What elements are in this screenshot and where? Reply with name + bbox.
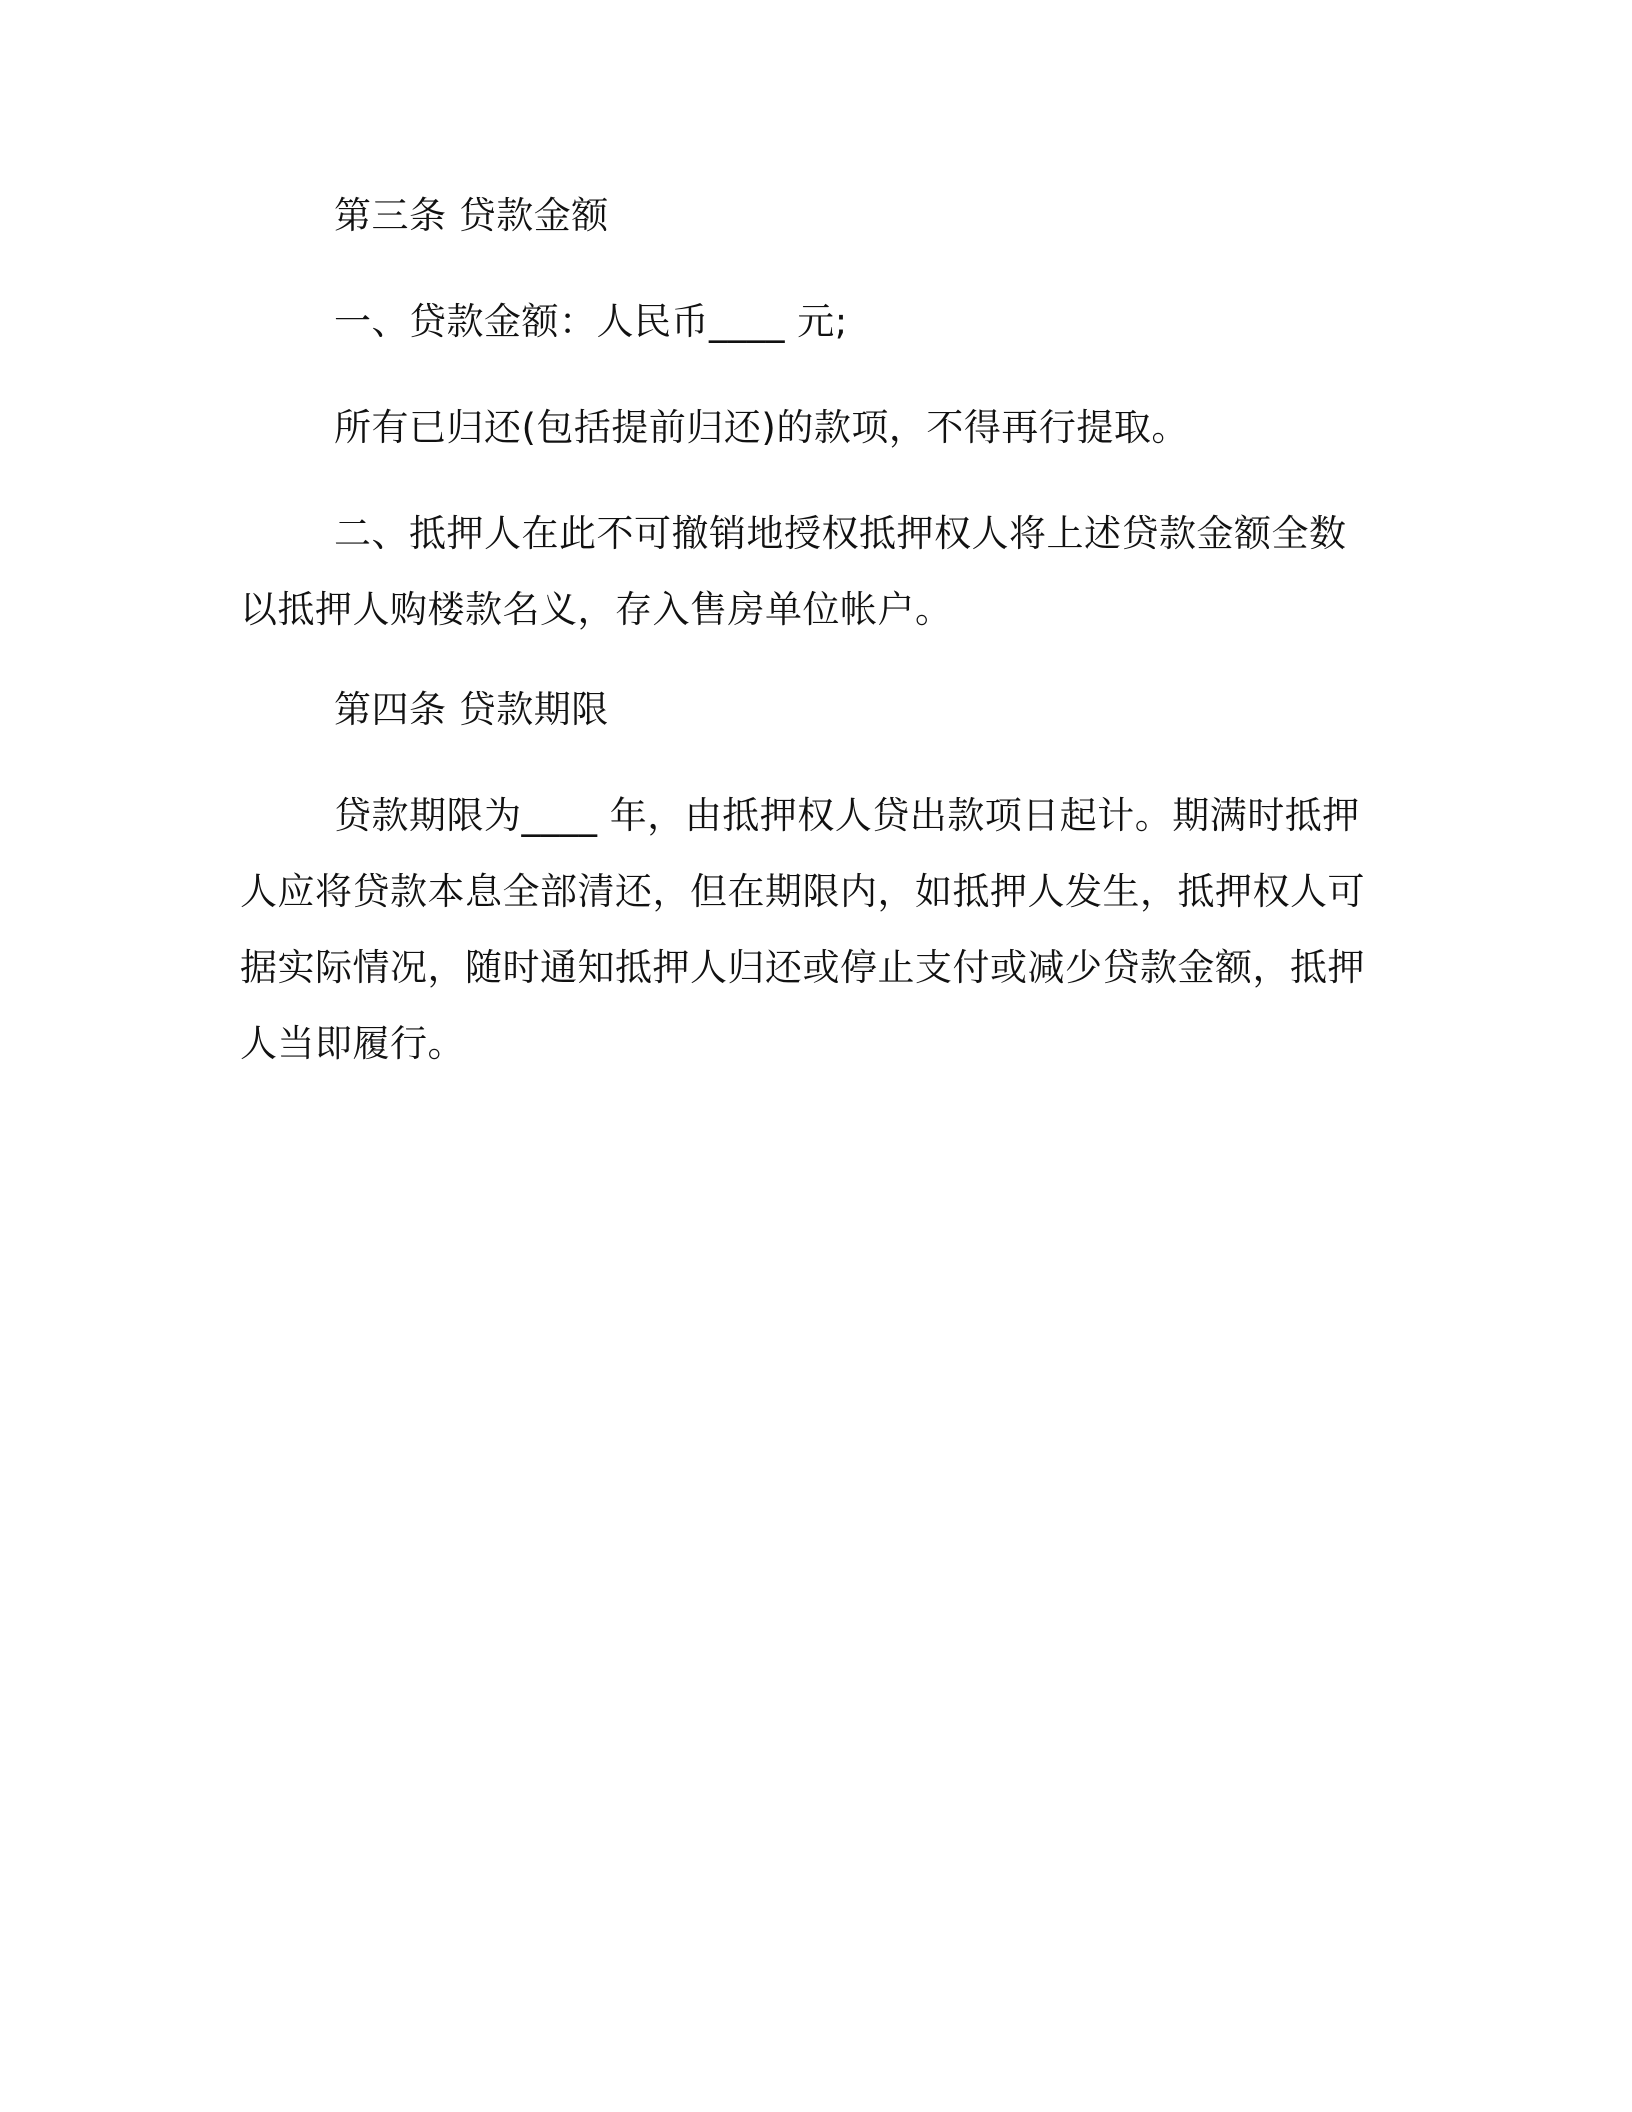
article-3-clause-1: 一、贷款金额：人民币____ 元;: [334, 300, 848, 343]
article-4-body: 贷款期限为____ 年，由抵押权人贷出款项日起计。期满时抵押人应将贷款本息全部清还，但在期限内，如抵押人发生，抵押权人可据实际情况，随时通知抵押人归还或停止支付或减少贷款金额，抵押人当即履行。: [240, 794, 1365, 1065]
article-4-heading: 第四条 贷款期限: [334, 688, 609, 731]
article-3-heading: 第三条 贷款金额: [334, 194, 609, 237]
article-3-clause-1-note: 所有已归还(包括提前归还)的款项，不得再行提取。: [334, 406, 1189, 449]
article-3-clause-2: 二、抵押人在此不可撤销地授权抵押权人将上述贷款金额全数以抵押人购楼款名义，存入售房单位帐户。: [240, 512, 1347, 631]
